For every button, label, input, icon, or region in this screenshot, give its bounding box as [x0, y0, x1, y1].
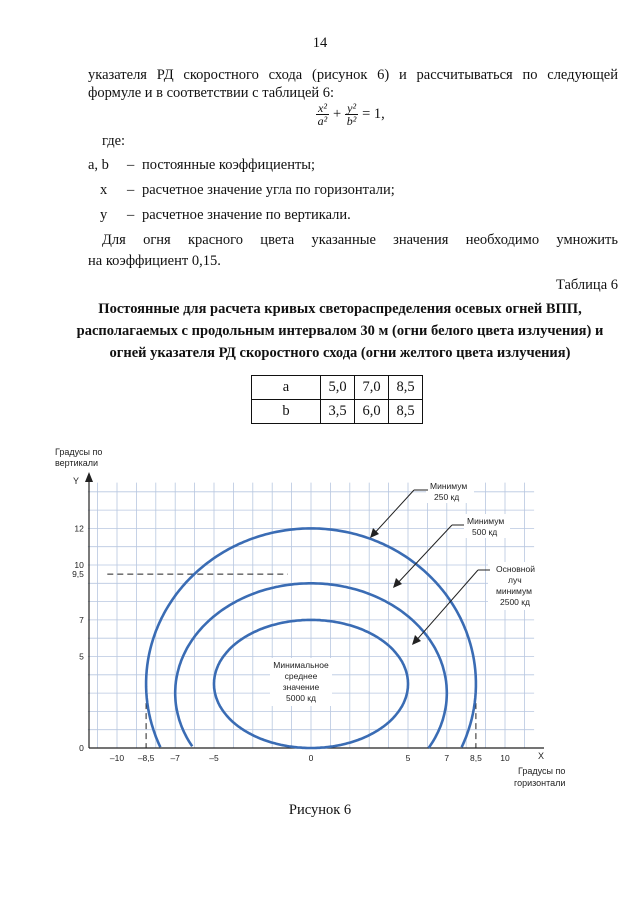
center-label-text: среднее	[284, 671, 318, 681]
callout-text: минимум	[496, 586, 532, 596]
fraction-y	[345, 102, 358, 127]
x-tick-label: –7	[170, 753, 180, 763]
definition-dash: –	[127, 182, 135, 198]
table-row	[252, 400, 423, 424]
y-tick-label: 0	[79, 743, 84, 753]
callout-text: 500 кд	[472, 527, 498, 537]
ellipse-formula	[316, 102, 385, 127]
table-cell: 3,5	[321, 400, 355, 424]
callout-text: 2500 кд	[500, 597, 530, 607]
definition-term: x	[100, 182, 108, 198]
x-tick-label: 7	[444, 753, 450, 763]
chart-tick-labels	[72, 523, 510, 763]
x-tick-label: 5	[405, 753, 411, 763]
x-tick-label: 0	[308, 753, 314, 763]
x-axis-letter: X	[538, 751, 545, 761]
table-row	[252, 376, 423, 400]
table-cell: a	[252, 376, 321, 400]
page-number: 14	[312, 35, 328, 51]
table-title-line: Постоянные для расчета кривых светораспределения осевых огней ВПП,	[98, 301, 582, 317]
callout-text: Минимум	[430, 481, 468, 491]
table-cell: 5,0	[321, 376, 355, 400]
formula-rhs: = 1,	[362, 106, 385, 122]
numerator: y²	[347, 101, 357, 115]
y-axis-title: Градусы по	[55, 447, 103, 457]
definition-term: y	[100, 207, 108, 223]
callout-leader	[414, 570, 478, 643]
callout-text: 250 кд	[434, 492, 460, 502]
light-distribution-chart	[0, 440, 640, 800]
definition-text: постоянные коэффициенты;	[142, 157, 316, 173]
y-tick-label: 7	[79, 614, 84, 625]
y-tick-label: 9,5	[72, 569, 84, 580]
definition-text: расчетное значение угла по горизонтали;	[142, 182, 395, 198]
definition-text: расчетное значение по вертикали.	[142, 207, 351, 223]
denominator: b²	[346, 114, 357, 128]
table-cell: 6,0	[355, 400, 389, 424]
center-label-text: 5000 кд	[286, 693, 316, 703]
where-label: где:	[102, 133, 126, 149]
table-cell: b	[252, 400, 321, 424]
x-tick-label: –8,5	[137, 753, 155, 763]
numerator: x²	[318, 101, 327, 115]
definition-term: a, b	[88, 157, 109, 173]
table-title-line: располагаемых с продольным интервалом 30 м (огни белого цвета излучения) и	[76, 323, 604, 339]
y-axis-arrow	[85, 472, 93, 482]
coefficient-table	[251, 375, 423, 424]
paragraph-line: на коэффициент 0,15.	[88, 253, 221, 269]
paragraph-line: указателя РД скоростного схода (рисунок 6) и рассчитываться по следующей	[88, 67, 618, 83]
center-label	[270, 658, 332, 706]
y-tick-label: 12	[74, 523, 84, 534]
x-axis-title: Градусы по	[518, 766, 566, 776]
table-cell: 7,0	[355, 376, 389, 400]
callout-text: Минимум	[467, 516, 505, 526]
denominator: a²	[317, 114, 328, 128]
y-tick-label: 5	[79, 651, 84, 662]
x-tick-label: –10	[109, 753, 125, 763]
callout-text: Основной	[496, 564, 535, 574]
table-cell: 8,5	[389, 400, 423, 424]
fraction-x	[316, 102, 329, 127]
definition-dash: –	[127, 157, 135, 173]
callout-2500	[412, 562, 546, 645]
paragraph-line: формуле и в соответствии с таблицей 6:	[88, 85, 335, 101]
center-label-text: значение	[282, 682, 320, 692]
table-cell: 8,5	[389, 376, 423, 400]
x-tick-label: 8,5	[469, 753, 482, 763]
center-label-text: Минимальное	[273, 660, 329, 670]
table-title-line: огней указателя РД скоростного схода (огни желтого цвета излучения)	[109, 345, 571, 361]
callout-text: луч	[508, 575, 522, 585]
plus-sign: +	[332, 106, 342, 122]
y-axis-title: вертикали	[55, 458, 99, 468]
callout-250	[370, 479, 474, 538]
x-axis-title: горизонтали	[514, 778, 566, 788]
y-axis-letter: Y	[73, 476, 80, 486]
x-tick-label: –5	[209, 753, 219, 763]
definition-dash: –	[127, 207, 135, 223]
x-tick-label: 10	[500, 753, 510, 763]
figure-caption: Рисунок 6	[288, 802, 352, 818]
paragraph-line: Для огня красного цвета указанные значения необходимо умножить	[102, 232, 618, 248]
y-tick-label: 10	[74, 560, 84, 570]
table-label: Таблица 6	[555, 277, 618, 293]
